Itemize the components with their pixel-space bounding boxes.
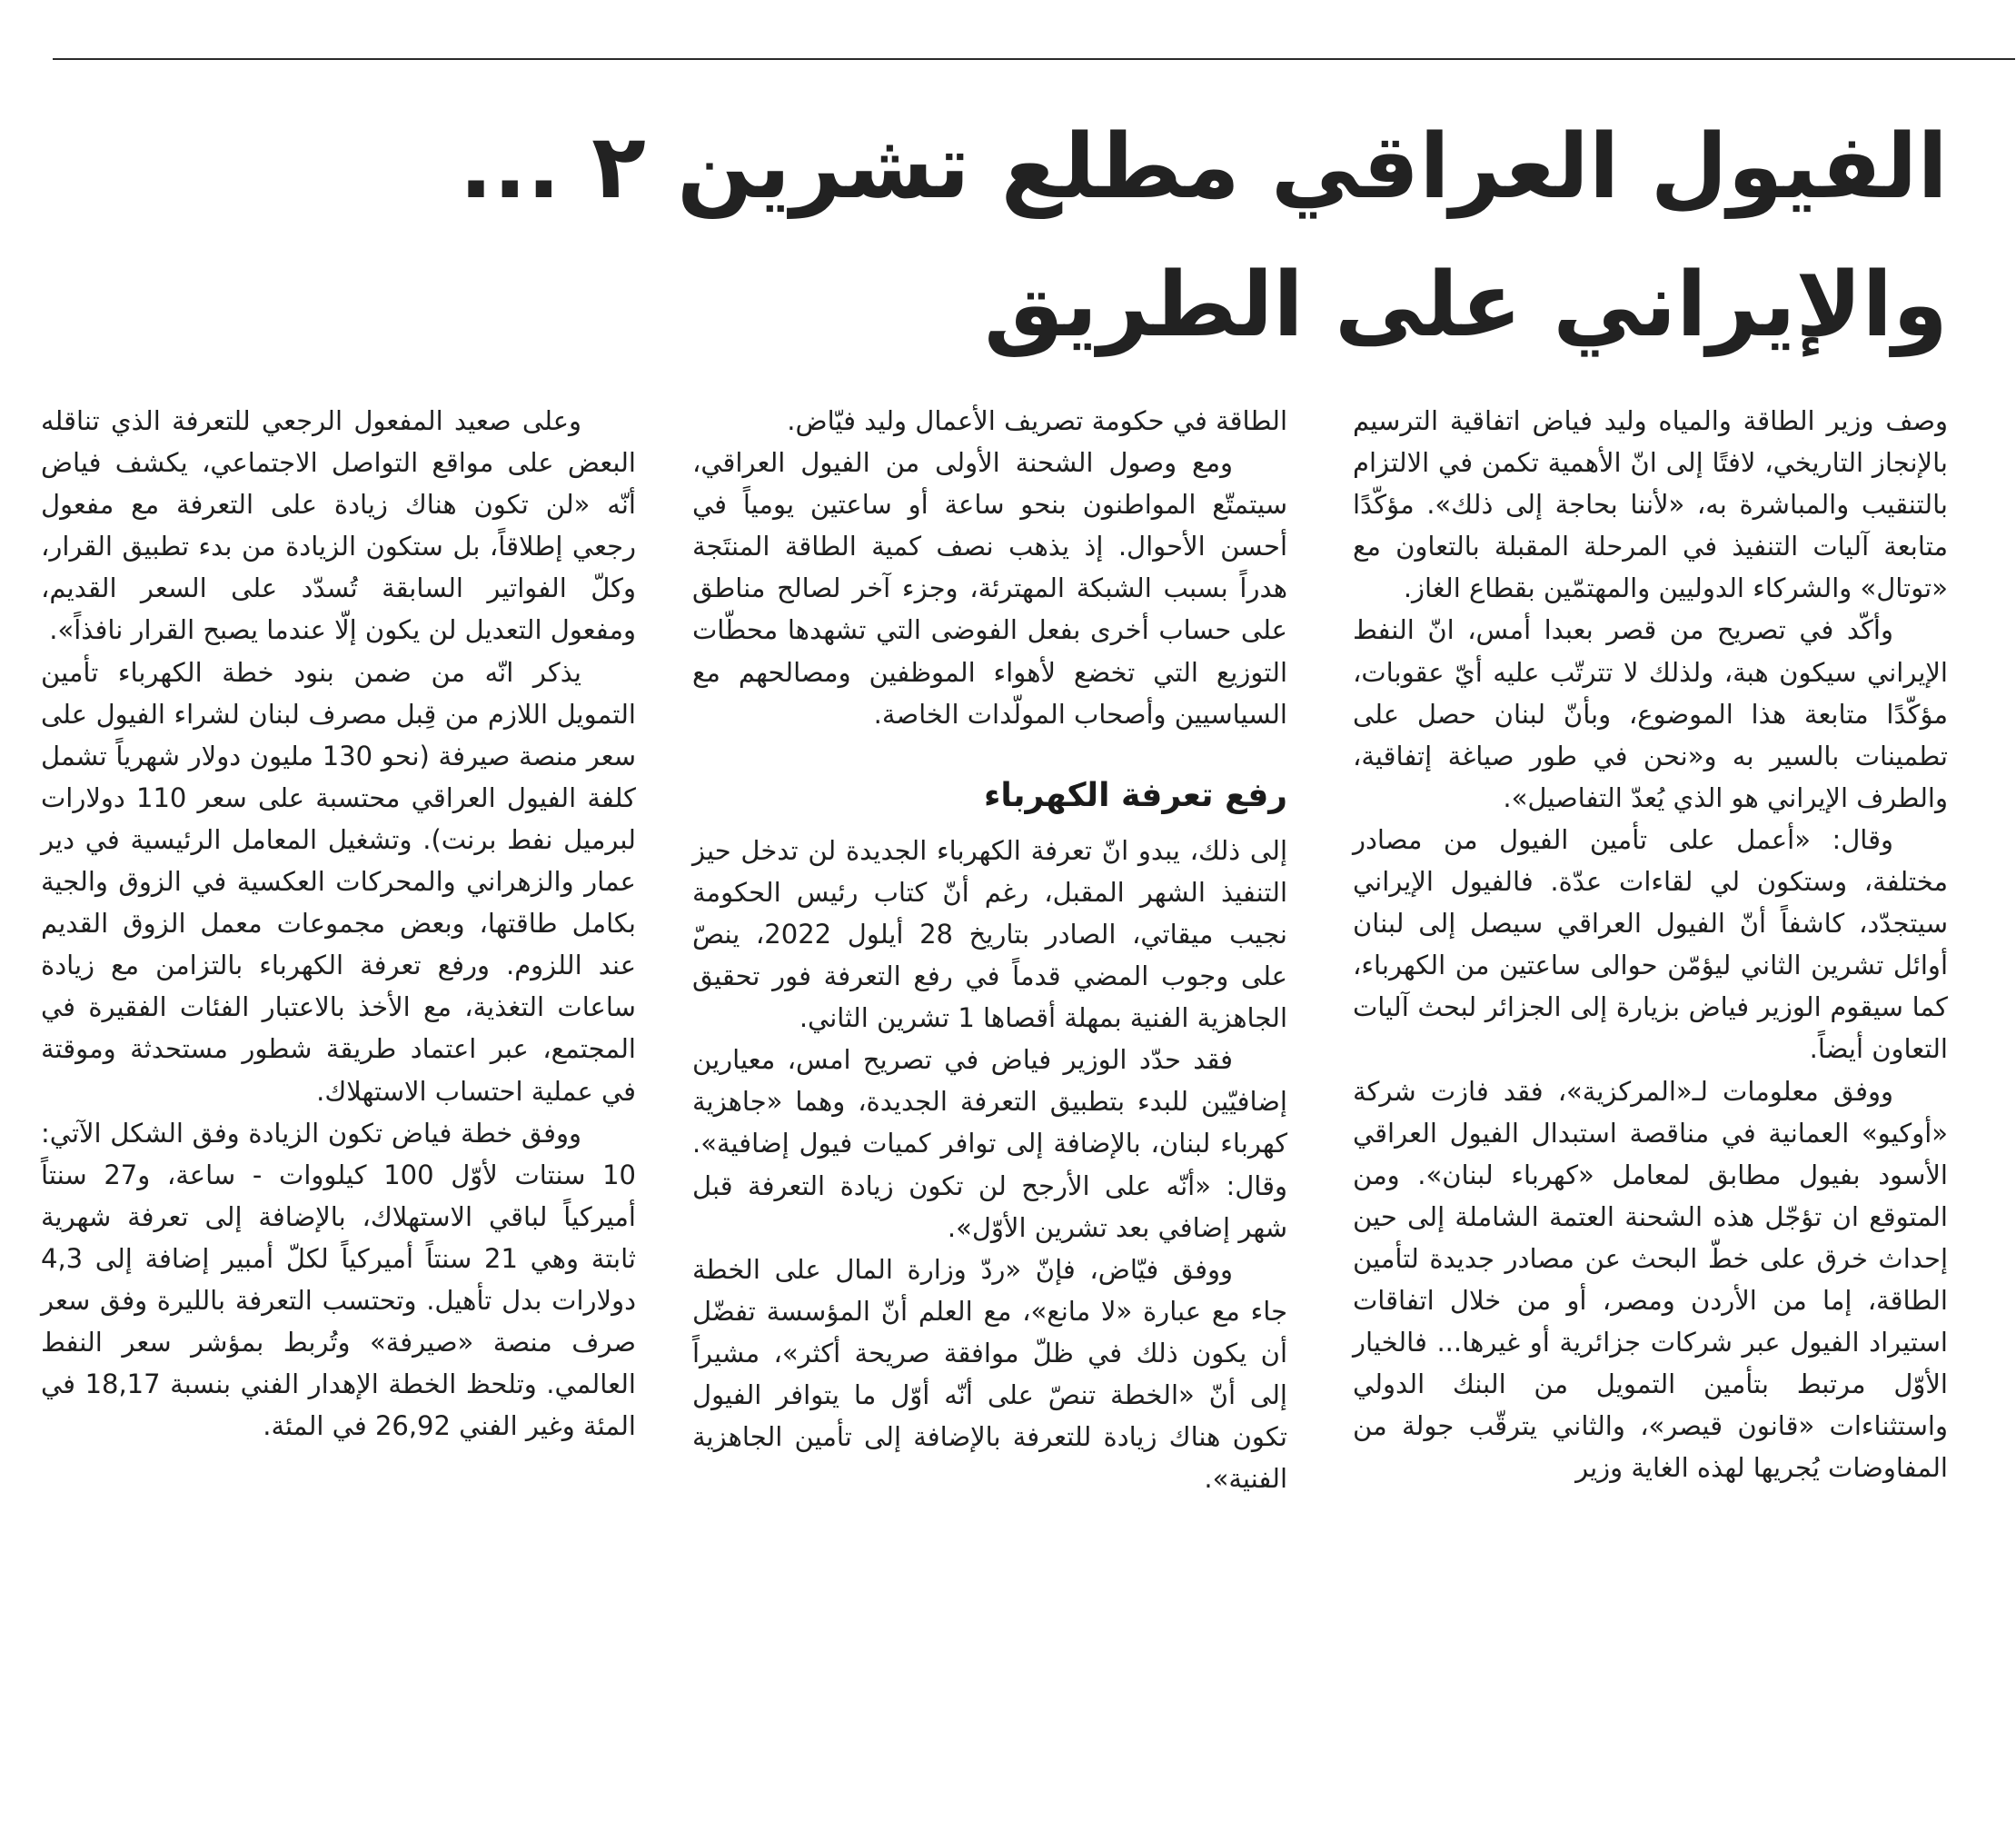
paragraph: ووفق فيّاض، فإنّ «ردّ وزارة المال على الخطة جاء مع عبارة «لا مانع»، مع العلم أنّ المؤسسة تفضّل أن يكون ذلك في ظلّ موافقة صريحة أكثر»، مشيراً إلى أنّ «الخطة تنصّ على أنّه أوّل ما يتوافر الفيول تكون هناك زيادة للتعرفة بالإضافة إلى تأمين الجاهزية الفنية». xyxy=(692,1253,1287,1495)
article-column-1 xyxy=(1353,400,1948,1488)
subheading: رفع تعرفة الكهرباء xyxy=(984,776,1287,814)
article-column-2 xyxy=(692,400,1287,1499)
top-rule xyxy=(53,58,2015,60)
paragraph: ووفق معلومات لـ«المركزية»، فقد فازت شركة «أوكيو» العمانية في مناقصة استبدال الفيول العراقي الأسود بفيول مطابق لمعامل «كهرباء لبنان». ومن المتوقع ان تؤجّل هذه الشحنة العتمة الشاملة إلى حين إحداث خرق على خطّ البحث عن مصادر جديدة لتأمين الطاقة، إما من الأردن ومصر، أو من خلال اتفاقات استيراد الفيول عبر شركات جزائرية أو غيرها... فالخيار الأوّل مرتبط بتأمين التمويل من البنك الدولي واستثناءات «قانون قيصر»، والثاني يترقّب جولة من المفاوضات يُجريها لهذه الغاية وزير xyxy=(1353,1075,1948,1484)
paragraph: يذكر انّه من ضمن بنود خطة الكهرباء تأمين التمويل اللازم من قِبل مصرف لبنان لشراء الفيول على سعر منصة صيرفة (نحو 130 مليون دولار شهرياً تشمل كلفة الفيول العراقي محتسبة على سعر 110 دولارات لبرميل نفط برنت). وتشغيل المعامل الرئيسية في دير عمار والزهراني والمحركات العكسية في الزوق والجية بكامل طاقتها، وبعض مجموعات معمل الزوق القديم عند اللزوم. ورفع تعرفة الكهرباء بالتزامن مع زيادة ساعات التغذية، مع الأخذ بالاعتبار الفئات الفقيرة في المجتمع، عبر اعتماد طريقة شطور مستحدثة وموقتة في عملية احتساب الاستهلاك. xyxy=(41,656,636,1107)
paragraph: وأكّد في تصريح من قصر بعبدا أمس، انّ النفط الإيراني سيكون هبة، ولذلك لا تترتّب عليه أيّ عقوبات، مؤكّدًا متابعة هذا الموضوع، وبأنّ لبنان حصل على تطمينات بالسير به و«نحن في طور صياغة إتفاقية، والطرف الإيراني هو الذي يُعدّ التفاصيل». xyxy=(1353,614,1948,813)
paragraph: الطاقة في حكومة تصريف الأعمال وليد فيّاض. xyxy=(787,405,1287,436)
article-column-3 xyxy=(41,400,636,1447)
headline: الفيول العراقي مطلع تشرين ٢ ... والإيراني على الطريق xyxy=(459,115,1948,357)
paragraph: وقال: «أعمل على تأمين الفيول من مصادر مختلفة، وستكون لي لقاءات عدّة. فالفيول الإيراني سيتجدّد، كاشفاً أنّ الفيول العراقي سيصل إلى لبنان أوائل تشرين الثاني ليؤمّن حوالى ساعتين من الكهرباء، كما سيقوم الوزير فياض بزيارة إلى الجزائر لبحث آليات التعاون أيضاً. xyxy=(1353,823,1948,1065)
paragraph: إلى ذلك، يبدو انّ تعرفة الكهرباء الجديدة لن تدخل حيز التنفيذ الشهر المقبل، رغم أنّ كتاب رئيس الحكومة نجيب ميقاتي، الصادر بتاريخ 28 أيلول 2022، ينصّ على وجوب المضي قدماً في رفع التعرفة فور تحقيق الجاهزية الفنية بمهلة أقصاها 1 تشرين الثاني. xyxy=(692,834,1287,1034)
paragraph: وصف وزير الطاقة والمياه وليد فياض اتفاقية الترسيم بالإنجاز التاريخي، لافتًا إلى انّ الأهمية تكمن في الالتزام بالتنقيب والمباشرة به، «لأننا بحاجة إلى ذلك». مؤكّدًا متابعة آليات التنفيذ في المرحلة المقبلة بالتعاون مع «توتال» والشركاء الدوليين والمهتمّين بقطاع الغاز. xyxy=(1353,405,1948,604)
paragraph: ومع وصول الشحنة الأولى من الفيول العراقي، سيتمتّع المواطنون بنحو ساعة أو ساعتين يومياً في أحسن الأحوال. إذ يذهب نصف كمية الطاقة المنتَجة هدراً بسبب الشبكة المهترئة، وجزء آخر لصالح مناطق على حساب أخرى بفعل الفوضى التي تشهدها محطّات التوزيع التي تخضع لأهواء الموظفين ومصالحهم مع السياسيين وأصحاب المولّدات الخاصة. xyxy=(692,447,1287,730)
paragraph: ووفق خطة فياض تكون الزيادة وفق الشكل الآتي: 10 سنتات لأوّل 100 كيلووات - ساعة، و27 سنتاً أميركياً لباقي الاستهلاك، بالإضافة إلى تعرفة شهرية ثابتة وهي 21 سنتاً أميركياً لكلّ أمبير إضافة إلى 4,3 دولارات بدل تأهيل. وتحتسب التعرفة بالليرة وفق سعر صرف منصة «صيرفة» وتُربط بمؤشر سعر النفط العالمي. وتلحظ الخطة الإهدار الفني بنسبة 18,17 في المئة وغير الفني 26,92 في المئة. xyxy=(41,1117,636,1442)
paragraph: فقد حدّد الوزير فياض في تصريح امس، معيارين إضافيّين للبدء بتطبيق التعرفة الجديدة، وهما «جاهزية كهرباء لبنان، بالإضافة إلى توافر كميات فيول إضافية». وقال: «أنّه على الأرجح لن تكون زيادة التعرفة قبل شهر إضافي بعد تشرين الأوّل». xyxy=(692,1044,1287,1243)
paragraph: وعلى صعيد المفعول الرجعي للتعرفة الذي تناقله البعض على مواقع التواصل الاجتماعي، يكشف فياض أنّه «لن تكون هناك زيادة على التعرفة مع مفعول رجعي إطلاقاً، بل ستكون الزيادة من بدء تطبيق القرار، وكلّ الفواتير السابقة تُسدّد على السعر القديم، ومفعول التعديل لن يكون إلّا عندما يصبح القرار نافذاً». xyxy=(41,405,636,646)
